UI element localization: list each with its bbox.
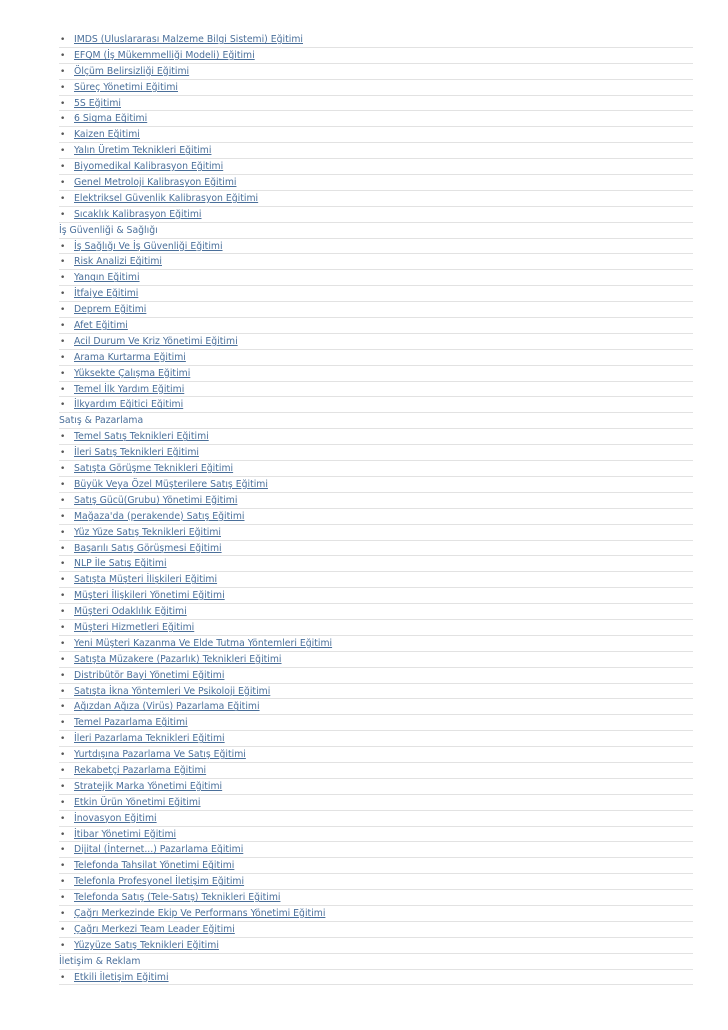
bullet-icon: • <box>60 66 66 77</box>
bullet-icon: • <box>60 511 66 522</box>
training-link[interactable]: Temel Pazarlama Eğitimi <box>74 717 188 729</box>
bullet-icon: • <box>60 797 66 808</box>
list-item <box>59 827 693 843</box>
bullet-icon: • <box>60 670 66 681</box>
list-item <box>59 668 693 684</box>
training-link[interactable]: Müşteri Odaklılık Eğitimi <box>74 606 187 618</box>
training-link[interactable]: İtibar Yönetimi Eğitimi <box>74 828 177 840</box>
bullet-icon: • <box>60 321 66 332</box>
list-item <box>59 874 693 890</box>
list-item <box>59 111 693 127</box>
list-item <box>59 318 693 334</box>
bullet-icon: • <box>60 575 66 586</box>
training-link[interactable]: Risk Analizi Eğitimi <box>74 256 162 268</box>
list-item <box>59 938 693 954</box>
training-link[interactable]: Satış Gücü(Grubu) Yönetimi Eğitimi <box>74 494 238 506</box>
bullet-icon: • <box>60 479 66 490</box>
list-item <box>59 286 693 302</box>
bullet-icon: • <box>60 845 66 856</box>
training-link[interactable]: Temel İlk Yardım Eğitimi <box>74 383 185 395</box>
training-link[interactable]: Yüz Yüze Satış Teknikleri Eğitimi <box>74 526 221 538</box>
training-link[interactable]: Büyük Veya Özel Müşterilere Satış Eğitimi <box>74 478 268 490</box>
list-item <box>59 684 693 700</box>
training-link[interactable]: İş Sağlığı Ve İş Güvenliği Eğitimi <box>74 240 223 252</box>
list-item <box>59 556 693 572</box>
training-link[interactable]: Yalın Üretim Teknikleri Eğitimi <box>74 145 212 157</box>
training-link[interactable]: İlkyardım Eğitici Eğitimi <box>74 399 184 411</box>
training-link[interactable]: Distribütör Bayi Yönetimi Eğitimi <box>74 669 225 681</box>
list-item <box>59 588 693 604</box>
list-item <box>59 779 693 795</box>
bullet-icon: • <box>60 178 66 189</box>
bullet-icon: • <box>60 209 66 220</box>
bullet-icon: • <box>60 432 66 443</box>
training-link[interactable]: Mağaza'da (perakende) Satış Eğitimi <box>74 510 245 522</box>
bullet-icon: • <box>60 305 66 316</box>
training-link[interactable]: Ağızdan Ağıza (Virüs) Pazarlama Eğitimi <box>74 701 260 713</box>
list-item <box>59 922 693 938</box>
list-item <box>59 302 693 318</box>
list-item <box>59 572 693 588</box>
list-item <box>59 366 693 382</box>
list-item <box>59 652 693 668</box>
bullet-icon: • <box>60 543 66 554</box>
list-item <box>59 461 693 477</box>
list-item <box>59 477 693 493</box>
list-item <box>59 64 693 80</box>
training-link[interactable]: Yeni Müşteri Kazanma Ve Elde Tutma Yöntemleri Eğitimi <box>74 637 333 649</box>
bullet-icon: • <box>60 130 66 141</box>
training-link[interactable]: Genel Metroloji Kalibrasyon Eğitimi <box>74 177 237 189</box>
list-item <box>59 811 693 827</box>
training-link[interactable]: IMDS (Uluslararası Malzeme Bilgi Sistemi) Eğitimi <box>74 34 303 45</box>
list-item <box>59 795 693 811</box>
bullet-icon: • <box>60 861 66 872</box>
bullet-icon: • <box>60 781 66 792</box>
bullet-icon: • <box>60 686 66 697</box>
bullet-icon: • <box>60 193 66 204</box>
list-item <box>59 143 693 159</box>
bullet-icon: • <box>60 82 66 93</box>
bullet-icon: • <box>60 448 66 459</box>
training-link[interactable]: İnovasyon Eğitimi <box>74 812 157 824</box>
training-link[interactable]: Çağrı Merkezinde Ekip Ve Performans Yönetimi Eğitimi <box>74 907 326 919</box>
training-link[interactable]: İleri Satış Teknikleri Eğitimi <box>74 447 199 459</box>
training-link[interactable]: Biyomedikal Kalibrasyon Eğitimi <box>74 161 224 173</box>
list-item <box>59 715 693 731</box>
list-item <box>59 175 693 191</box>
section-heading: Satış & Pazarlama <box>59 413 693 429</box>
training-link[interactable]: Süreç Yönetimi Eğitimi <box>74 81 178 93</box>
bullet-icon: • <box>60 908 66 919</box>
list-item <box>59 350 693 366</box>
list-item <box>59 970 693 986</box>
training-link[interactable]: Satışta İkna Yöntemleri Ve Psikoloji Eğitimi <box>74 685 271 697</box>
bullet-icon: • <box>60 257 66 268</box>
list-item <box>59 731 693 747</box>
training-link[interactable]: Satışta Görüşme Teknikleri Eğitimi <box>74 463 234 475</box>
list-item <box>59 763 693 779</box>
training-link[interactable]: Dijital (İnternet...) Pazarlama Eğitimi <box>74 844 244 856</box>
bullet-icon: • <box>60 527 66 538</box>
list-item <box>59 541 693 557</box>
bullet-icon: • <box>60 813 66 824</box>
list-item <box>59 270 693 286</box>
bullet-icon: • <box>60 98 66 109</box>
bullet-icon: • <box>60 940 66 951</box>
list-item <box>59 254 693 270</box>
training-link[interactable]: Satışta Müşteri İlişkileri Eğitimi <box>74 574 218 586</box>
training-link[interactable]: Satışta Müzakere (Pazarlık) Teknikleri Eğitimi <box>74 653 282 665</box>
training-link[interactable]: Kaizen Eğitimi <box>74 129 140 141</box>
training-link[interactable]: Sıcaklık Kalibrasyon Eğitimi <box>74 208 202 220</box>
list-item <box>59 525 693 541</box>
list-item <box>59 334 693 350</box>
list-item <box>59 191 693 207</box>
bullet-icon: • <box>60 162 66 173</box>
section-heading: İş Güvenliği & Sağlığı <box>59 223 693 239</box>
training-link[interactable]: Arama Kurtarma Eğitimi <box>74 351 186 363</box>
training-link[interactable]: Acil Durum Ve Kriz Yönetimi Eğitimi <box>74 335 238 347</box>
list-item <box>59 429 693 445</box>
list-item <box>59 96 693 112</box>
bullet-icon: • <box>60 638 66 649</box>
bullet-icon: • <box>60 400 66 411</box>
bullet-icon: • <box>60 146 66 157</box>
list-item <box>59 445 693 461</box>
list-item <box>59 747 693 763</box>
training-link[interactable]: Ölçüm Belirsizliği Eğitimi <box>74 65 190 77</box>
training-link[interactable]: Yüksekte Çalışma Eğitimi <box>74 367 191 379</box>
list-item <box>59 509 693 525</box>
list-item <box>59 397 693 413</box>
training-link[interactable]: Afet Eğitimi <box>74 320 128 332</box>
training-link[interactable]: Telefonda Satış (Tele-Satış) Teknikleri Eğitimi <box>74 892 281 904</box>
bullet-icon: • <box>60 50 66 61</box>
bullet-icon: • <box>60 750 66 761</box>
section-heading: İletişim & Reklam <box>59 954 693 970</box>
training-link[interactable]: 6 Sigma Eğitimi <box>74 113 148 125</box>
list-item <box>59 382 693 398</box>
bullet-icon: • <box>60 654 66 665</box>
list-item <box>59 604 693 620</box>
list-item <box>59 493 693 509</box>
list-item <box>59 636 693 652</box>
list-item <box>59 159 693 175</box>
list-item <box>59 906 693 922</box>
bullet-icon: • <box>60 924 66 935</box>
bullet-icon: • <box>60 384 66 395</box>
list-item <box>59 80 693 96</box>
training-link[interactable]: Müşteri Hizmetleri Eğitimi <box>74 621 195 633</box>
bullet-icon: • <box>60 893 66 904</box>
training-link[interactable]: İtfaiye Eğitimi <box>74 288 139 300</box>
list-item <box>59 207 693 223</box>
training-link[interactable]: Başarılı Satış Görüşmesi Eğitimi <box>74 542 222 554</box>
bullet-icon: • <box>60 336 66 347</box>
training-link[interactable]: NLP İle Satış Eğitimi <box>74 558 167 570</box>
list-item <box>59 620 693 636</box>
bullet-icon: • <box>60 559 66 570</box>
bullet-icon: • <box>60 289 66 300</box>
bullet-icon: • <box>60 734 66 745</box>
training-link[interactable]: Yüzyüze Satış Teknikleri Eğitimi <box>74 939 219 951</box>
training-link[interactable]: Temel Satış Teknikleri Eğitimi <box>74 431 209 443</box>
bullet-icon: • <box>60 765 66 776</box>
training-link[interactable]: Yurtdışına Pazarlama Ve Satış Eğitimi <box>74 749 246 761</box>
training-link[interactable]: İleri Pazarlama Teknikleri Eğitimi <box>74 733 225 745</box>
training-link[interactable]: EFQM (İş Mükemmelliği Modeli) Eğitimi <box>74 49 255 61</box>
bullet-icon: • <box>60 368 66 379</box>
bullet-icon: • <box>60 591 66 602</box>
bullet-icon: • <box>60 241 66 252</box>
bullet-icon: • <box>60 622 66 633</box>
bullet-icon: • <box>60 114 66 125</box>
training-link[interactable]: Deprem Eğitimi <box>74 304 147 316</box>
training-link[interactable]: Müşteri İlişkileri Yönetimi Eğitimi <box>74 590 225 602</box>
list-item <box>59 858 693 874</box>
training-link[interactable]: Telefonla Profesyonel İletişim Eğitimi <box>74 876 245 888</box>
training-link[interactable]: Etkili İletişim Eğitimi <box>74 971 169 983</box>
list-item <box>59 48 693 64</box>
list-item <box>59 127 693 143</box>
bullet-icon: • <box>60 877 66 888</box>
bullet-icon: • <box>60 35 66 45</box>
bullet-icon: • <box>60 495 66 506</box>
training-link[interactable]: Etkin Ürün Yönetimi Eğitimi <box>74 796 201 808</box>
bullet-icon: • <box>60 464 66 475</box>
training-list <box>59 32 693 985</box>
bullet-icon: • <box>60 702 66 713</box>
training-link[interactable]: Stratejik Marka Yönetimi Eğitimi <box>74 780 223 792</box>
bullet-icon: • <box>60 972 66 983</box>
bullet-icon: • <box>60 352 66 363</box>
list-item <box>59 890 693 906</box>
bullet-icon: • <box>60 718 66 729</box>
list-item <box>59 32 693 48</box>
training-link[interactable]: Rekabetçi Pazarlama Eğitimi <box>74 764 207 776</box>
training-link[interactable]: Elektriksel Güvenlik Kalibrasyon Eğitimi <box>74 192 259 204</box>
list-item <box>59 699 693 715</box>
training-link[interactable]: Yangın Eğitimi <box>74 272 140 284</box>
training-link[interactable]: 5S Eğitimi <box>74 97 121 109</box>
list-item <box>59 239 693 255</box>
list-item <box>59 842 693 858</box>
bullet-icon: • <box>60 273 66 284</box>
training-link[interactable]: Çağrı Merkezi Team Leader Eğitimi <box>74 923 235 935</box>
training-link[interactable]: Telefonda Tahsilat Yönetimi Eğitimi <box>74 860 235 872</box>
bullet-icon: • <box>60 829 66 840</box>
bullet-icon: • <box>60 607 66 618</box>
